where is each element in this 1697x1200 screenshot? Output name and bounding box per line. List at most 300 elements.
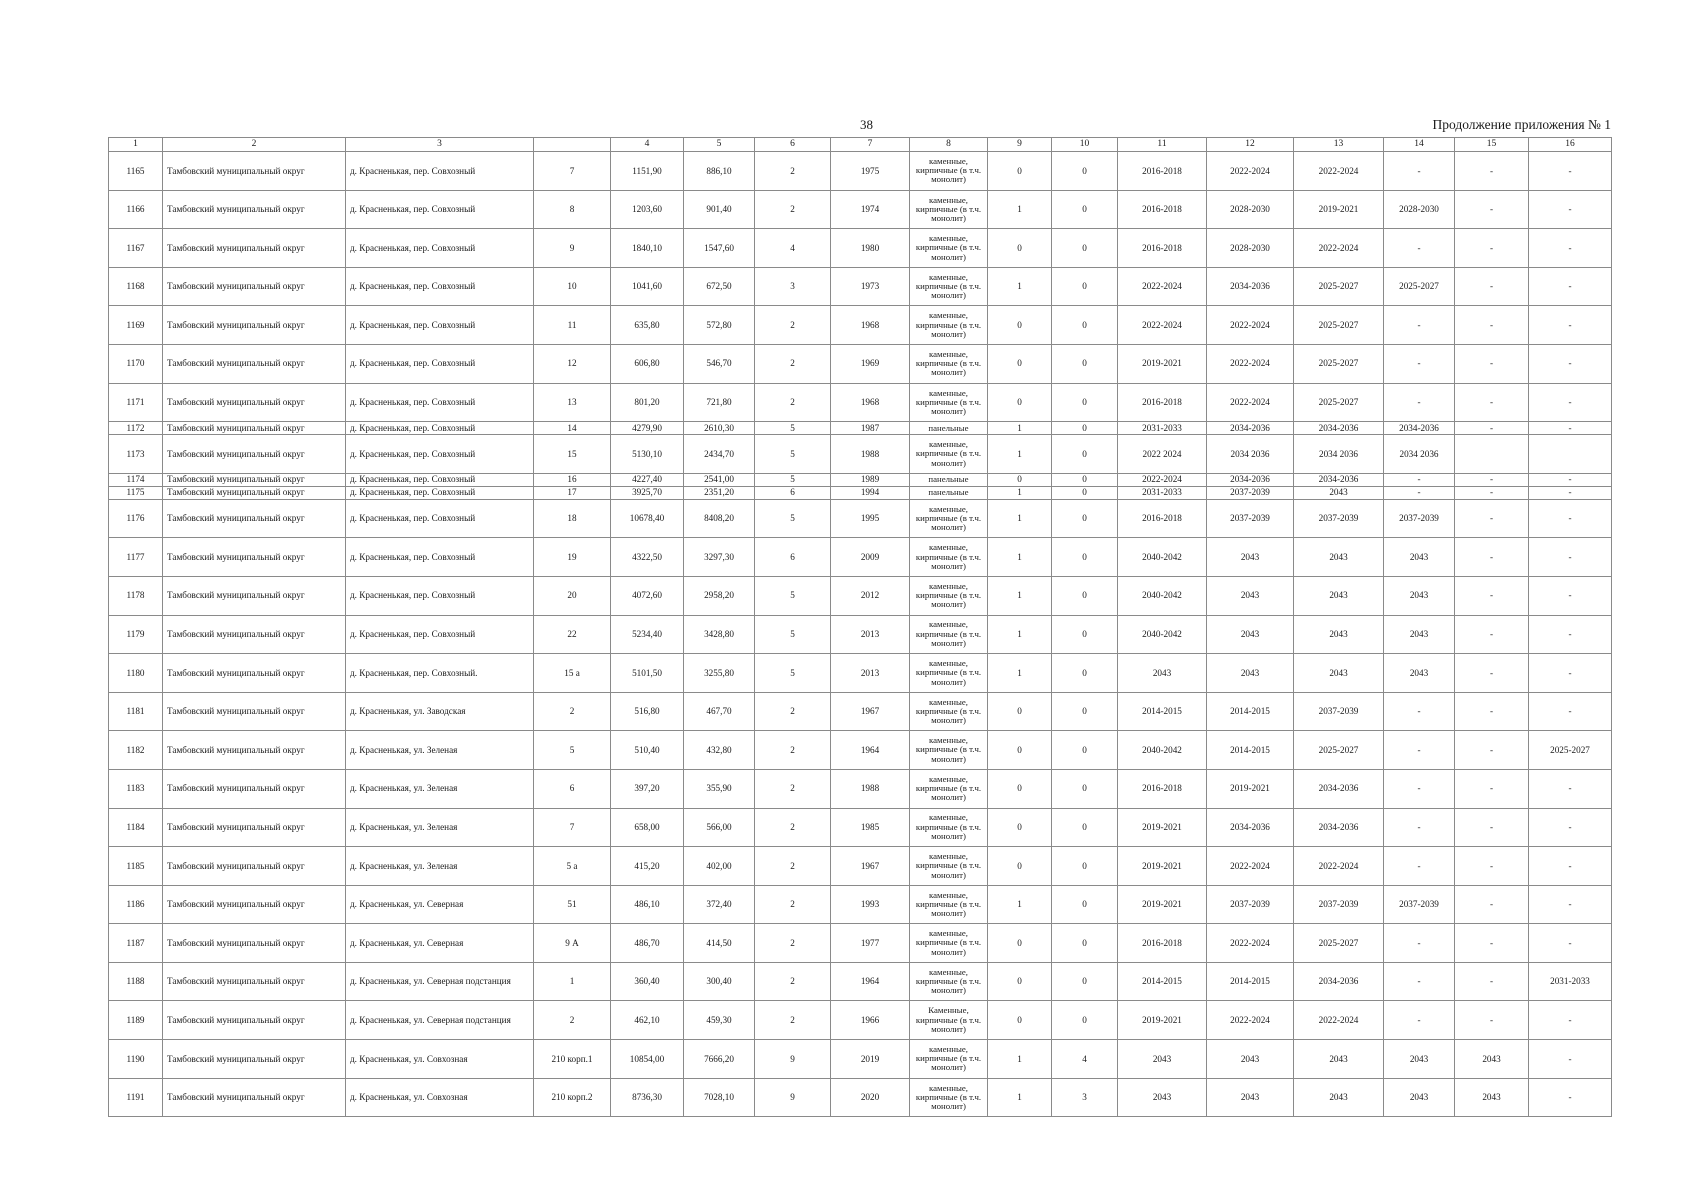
- table-cell: -: [1455, 847, 1529, 886]
- table-cell: 2034-2036: [1294, 769, 1384, 808]
- table-cell: 0: [988, 383, 1052, 422]
- table-cell: -: [1384, 306, 1455, 345]
- table-cell: Тамбовский муниципальный округ: [163, 344, 346, 383]
- table-cell: 0: [1052, 152, 1118, 191]
- table-cell: 2013: [831, 654, 910, 693]
- table-cell: 414,50: [684, 924, 755, 963]
- table-cell: 0: [988, 152, 1052, 191]
- table-cell: 6: [755, 538, 831, 577]
- table-row: [109, 190, 1612, 229]
- table-cell: 14: [534, 422, 611, 435]
- table-cell: 2034 2036: [1207, 435, 1294, 474]
- table-cell: д. Красненькая, пер. Совхозный: [346, 499, 534, 538]
- table-cell: 3925,70: [611, 486, 684, 499]
- table-cell: 15: [534, 435, 611, 474]
- table-cell: 2040-2042: [1118, 576, 1207, 615]
- table-cell: Тамбовский муниципальный округ: [163, 924, 346, 963]
- table-cell: 0: [1052, 486, 1118, 499]
- table-row: [109, 538, 1612, 577]
- table-cell: 2351,20: [684, 486, 755, 499]
- table-cell: 2037-2039: [1294, 499, 1384, 538]
- table-cell: 3: [1052, 1078, 1118, 1117]
- table-cell: 10: [534, 267, 611, 306]
- table-cell: Тамбовский муниципальный округ: [163, 422, 346, 435]
- table-cell: 2: [755, 808, 831, 847]
- table-cell: 2043: [1207, 615, 1294, 654]
- table-cell: 2037-2039: [1207, 885, 1294, 924]
- table-cell: 2034 2036: [1294, 435, 1384, 474]
- table-cell: 8736,30: [611, 1078, 684, 1117]
- table-cell: 5: [755, 422, 831, 435]
- table-row: [109, 769, 1612, 808]
- table-cell: 0: [1052, 924, 1118, 963]
- table-cell: 2022-2024: [1118, 473, 1207, 486]
- table-cell: 1987: [831, 422, 910, 435]
- table-cell: каменные, кирпичные (в т.ч. монолит): [910, 654, 988, 693]
- table-cell: 2022-2024: [1207, 152, 1294, 191]
- table-cell: 2043: [1384, 1040, 1455, 1079]
- table-cell: 2022-2024: [1294, 1001, 1384, 1040]
- table-cell: 2022-2024: [1207, 924, 1294, 963]
- table-cell: 2016-2018: [1118, 499, 1207, 538]
- table-cell: Тамбовский муниципальный округ: [163, 576, 346, 615]
- table-cell: 1547,60: [684, 229, 755, 268]
- column-header-9: 9: [988, 138, 1052, 152]
- table-cell: -: [1384, 808, 1455, 847]
- table-cell: 0: [1052, 538, 1118, 577]
- table-cell: 210 корп.1: [534, 1040, 611, 1079]
- table-cell: 516,80: [611, 692, 684, 731]
- table-cell: -: [1455, 344, 1529, 383]
- table-cell: -: [1455, 808, 1529, 847]
- table-cell: д. Красненькая, ул. Зеленая: [346, 808, 534, 847]
- table-cell: 2034-2036: [1207, 808, 1294, 847]
- table-cell: 566,00: [684, 808, 755, 847]
- table-cell: 0: [988, 229, 1052, 268]
- table-cell: 1840,10: [611, 229, 684, 268]
- table-row: [109, 731, 1612, 770]
- table-cell: 2019-2021: [1118, 344, 1207, 383]
- table-cell: 2016-2018: [1118, 924, 1207, 963]
- table-cell: 2: [755, 692, 831, 731]
- table-cell: 2034-2036: [1294, 422, 1384, 435]
- table-cell: -: [1455, 615, 1529, 654]
- table-row: [109, 499, 1612, 538]
- table-cell: -: [1455, 229, 1529, 268]
- table-cell: 459,30: [684, 1001, 755, 1040]
- table-cell: 1151,90: [611, 152, 684, 191]
- table-cell: 2034-2036: [1207, 422, 1294, 435]
- table-cell: 2022-2024: [1118, 306, 1207, 345]
- table-cell: 1973: [831, 267, 910, 306]
- table-cell: каменные, кирпичные (в т.ч. монолит): [910, 152, 988, 191]
- table-cell: 2: [755, 885, 831, 924]
- table-cell: каменные, кирпичные (в т.ч. монолит): [910, 306, 988, 345]
- table-cell: 1: [988, 267, 1052, 306]
- table-cell: 5234,40: [611, 615, 684, 654]
- table-cell: 1173: [109, 435, 163, 474]
- table-row: [109, 1040, 1612, 1079]
- table-cell: -: [1529, 486, 1612, 499]
- table-cell: Тамбовский муниципальный округ: [163, 435, 346, 474]
- table-cell: 2037-2039: [1294, 692, 1384, 731]
- table-cell: 0: [1052, 267, 1118, 306]
- table-cell: 3255,80: [684, 654, 755, 693]
- table-cell: 1995: [831, 499, 910, 538]
- table-cell: 1182: [109, 731, 163, 770]
- table-cell: 2025-2027: [1294, 267, 1384, 306]
- table-cell: 355,90: [684, 769, 755, 808]
- table-cell: -: [1529, 499, 1612, 538]
- table-cell: 2028-2030: [1384, 190, 1455, 229]
- table-cell: 7: [534, 808, 611, 847]
- table-cell: 2037-2039: [1384, 885, 1455, 924]
- table-cell: 1185: [109, 847, 163, 886]
- table-cell: 1171: [109, 383, 163, 422]
- table-cell: -: [1529, 808, 1612, 847]
- table-header: [109, 138, 1612, 152]
- table-cell: 0: [988, 731, 1052, 770]
- table-cell: [1455, 435, 1529, 474]
- table-cell: 5 а: [534, 847, 611, 886]
- table-cell: 2043: [1294, 486, 1384, 499]
- table-cell: 1190: [109, 1040, 163, 1079]
- table-cell: 0: [1052, 499, 1118, 538]
- table-cell: 2025-2027: [1384, 267, 1455, 306]
- table-cell: 0: [988, 847, 1052, 886]
- table-cell: 3: [755, 267, 831, 306]
- table-cell: 0: [1052, 576, 1118, 615]
- table-row: [109, 435, 1612, 474]
- table-cell: 0: [988, 769, 1052, 808]
- table-cell: 2043: [1294, 1040, 1384, 1079]
- table-cell: каменные, кирпичные (в т.ч. монолит): [910, 435, 988, 474]
- table-cell: 2040-2042: [1118, 538, 1207, 577]
- table-cell: -: [1529, 769, 1612, 808]
- table-cell: 1967: [831, 692, 910, 731]
- table-cell: д. Красненькая, ул. Северная: [346, 885, 534, 924]
- table-cell: каменные, кирпичные (в т.ч. монолит): [910, 383, 988, 422]
- table-cell: д. Красненькая, ул. Совхозная: [346, 1040, 534, 1079]
- table-cell: -: [1529, 1040, 1612, 1079]
- table-cell: Тамбовский муниципальный округ: [163, 1078, 346, 1117]
- table-cell: д. Красненькая, пер. Совхозный: [346, 383, 534, 422]
- table-cell: 2043: [1207, 1078, 1294, 1117]
- table-cell: -: [1529, 576, 1612, 615]
- table-cell: 1: [988, 1078, 1052, 1117]
- table-cell: 1985: [831, 808, 910, 847]
- table-cell: каменные, кирпичные (в т.ч. монолит): [910, 267, 988, 306]
- table-cell: 1: [988, 486, 1052, 499]
- table-cell: 2043: [1455, 1040, 1529, 1079]
- column-header-2: 3: [346, 138, 534, 152]
- table-cell: 2: [755, 924, 831, 963]
- table-cell: Тамбовский муниципальный округ: [163, 486, 346, 499]
- table-cell: Тамбовский муниципальный округ: [163, 229, 346, 268]
- table-cell: 5: [755, 654, 831, 693]
- table-cell: 5130,10: [611, 435, 684, 474]
- table-cell: 2022-2024: [1294, 152, 1384, 191]
- table-cell: Тамбовский муниципальный округ: [163, 190, 346, 229]
- table-cell: 0: [988, 473, 1052, 486]
- column-header-6: 6: [755, 138, 831, 152]
- table-cell: Тамбовский муниципальный округ: [163, 306, 346, 345]
- table-cell: 4072,60: [611, 576, 684, 615]
- table-cell: 12: [534, 344, 611, 383]
- table-cell: каменные, кирпичные (в т.ч. монолит): [910, 731, 988, 770]
- table-cell: 2: [755, 962, 831, 1001]
- table-cell: 4322,50: [611, 538, 684, 577]
- table-cell: 2043: [1384, 576, 1455, 615]
- table-cell: 1187: [109, 924, 163, 963]
- table-cell: 2016-2018: [1118, 190, 1207, 229]
- table-cell: 1169: [109, 306, 163, 345]
- table-cell: 2043: [1384, 615, 1455, 654]
- table-cell: 5: [755, 499, 831, 538]
- table-cell: 658,00: [611, 808, 684, 847]
- table-cell: 20: [534, 576, 611, 615]
- table-cell: 1969: [831, 344, 910, 383]
- table-cell: 1166: [109, 190, 163, 229]
- table-cell: 2022 2024: [1118, 435, 1207, 474]
- table-cell: -: [1529, 654, 1612, 693]
- table-body: [109, 152, 1612, 1117]
- table-cell: 2037-2039: [1207, 486, 1294, 499]
- table-cell: 1966: [831, 1001, 910, 1040]
- table-cell: 0: [1052, 190, 1118, 229]
- table-cell: 1183: [109, 769, 163, 808]
- table-cell: 1186: [109, 885, 163, 924]
- table-cell: 2022-2024: [1207, 1001, 1294, 1040]
- table-cell: 486,10: [611, 885, 684, 924]
- table-cell: -: [1384, 769, 1455, 808]
- table-cell: 672,50: [684, 267, 755, 306]
- table-cell: 2037-2039: [1384, 499, 1455, 538]
- table-cell: 2016-2018: [1118, 152, 1207, 191]
- table-cell: 1: [988, 538, 1052, 577]
- table-cell: 7666,20: [684, 1040, 755, 1079]
- table-cell: -: [1455, 924, 1529, 963]
- table-cell: -: [1384, 486, 1455, 499]
- table-cell: 901,40: [684, 190, 755, 229]
- table-cell: -: [1455, 473, 1529, 486]
- table-cell: 1191: [109, 1078, 163, 1117]
- column-header-15: 15: [1455, 138, 1529, 152]
- table-cell: Тамбовский муниципальный округ: [163, 1001, 346, 1040]
- table-row: [109, 229, 1612, 268]
- table-cell: д. Красненькая, пер. Совхозный: [346, 422, 534, 435]
- table-cell: 300,40: [684, 962, 755, 1001]
- table-cell: 4: [755, 229, 831, 268]
- table-cell: Тамбовский муниципальный округ: [163, 1040, 346, 1079]
- table-cell: -: [1529, 538, 1612, 577]
- table-cell: д. Красненькая, ул. Зеленая: [346, 847, 534, 886]
- table-cell: -: [1455, 576, 1529, 615]
- table-cell: 8408,20: [684, 499, 755, 538]
- table-cell: 2043: [1294, 576, 1384, 615]
- table-cell: каменные, кирпичные (в т.ч. монолит): [910, 962, 988, 1001]
- table-cell: 0: [1052, 847, 1118, 886]
- table-row: [109, 962, 1612, 1001]
- table-cell: 2025-2027: [1529, 731, 1612, 770]
- table-cell: 2610,30: [684, 422, 755, 435]
- table-cell: д. Красненькая, пер. Совхозный: [346, 152, 534, 191]
- table-cell: -: [1455, 152, 1529, 191]
- table-cell: 2012: [831, 576, 910, 615]
- table-cell: каменные, кирпичные (в т.ч. монолит): [910, 190, 988, 229]
- table-cell: каменные, кирпичные (в т.ч. монолит): [910, 692, 988, 731]
- table-cell: 1041,60: [611, 267, 684, 306]
- table-cell: -: [1529, 383, 1612, 422]
- table-cell: 1989: [831, 473, 910, 486]
- table-cell: -: [1529, 1001, 1612, 1040]
- table-cell: -: [1529, 615, 1612, 654]
- table-cell: -: [1529, 692, 1612, 731]
- table-cell: -: [1455, 731, 1529, 770]
- table-cell: д. Красненькая, пер. Совхозный: [346, 538, 534, 577]
- table-cell: 1993: [831, 885, 910, 924]
- table-cell: 1: [988, 654, 1052, 693]
- table-cell: панельные: [910, 422, 988, 435]
- table-cell: 2016-2018: [1118, 769, 1207, 808]
- table-cell: 2043: [1207, 1040, 1294, 1079]
- table-cell: 2: [755, 344, 831, 383]
- table-cell: Тамбовский муниципальный округ: [163, 731, 346, 770]
- table-cell: 2031-2033: [1529, 962, 1612, 1001]
- table-cell: 2: [755, 383, 831, 422]
- column-header-3: [534, 138, 611, 152]
- table-cell: 2043: [1294, 538, 1384, 577]
- table-cell: 2019-2021: [1118, 808, 1207, 847]
- table-cell: 415,20: [611, 847, 684, 886]
- table-cell: -: [1529, 190, 1612, 229]
- table-cell: 2958,20: [684, 576, 755, 615]
- table-cell: 510,40: [611, 731, 684, 770]
- table-cell: 2043: [1207, 538, 1294, 577]
- table-cell: 6: [755, 486, 831, 499]
- table-cell: 397,20: [611, 769, 684, 808]
- table-cell: Тамбовский муниципальный округ: [163, 654, 346, 693]
- table-cell: 2016-2018: [1118, 229, 1207, 268]
- table-cell: 0: [1052, 1001, 1118, 1040]
- table-cell: 2022-2024: [1207, 306, 1294, 345]
- table-cell: 2014-2015: [1118, 962, 1207, 1001]
- table-cell: 1988: [831, 435, 910, 474]
- table-cell: 801,20: [611, 383, 684, 422]
- table-cell: 2034-2036: [1294, 473, 1384, 486]
- table-cell: 1: [988, 885, 1052, 924]
- table-cell: 2016-2018: [1118, 383, 1207, 422]
- table-cell: д. Красненькая, ул. Зеленая: [346, 769, 534, 808]
- table-cell: -: [1384, 924, 1455, 963]
- table-cell: 2043: [1118, 1078, 1207, 1117]
- table-cell: Тамбовский муниципальный округ: [163, 769, 346, 808]
- table-cell: Тамбовский муниципальный округ: [163, 885, 346, 924]
- table-cell: 5101,50: [611, 654, 684, 693]
- table-cell: 1184: [109, 808, 163, 847]
- table-cell: 5: [755, 473, 831, 486]
- table-row: [109, 152, 1612, 191]
- table-cell: 9: [755, 1078, 831, 1117]
- page-number: 38: [860, 117, 873, 132]
- table-cell: Тамбовский муниципальный округ: [163, 538, 346, 577]
- table-cell: 1: [988, 1040, 1052, 1079]
- table-cell: 467,70: [684, 692, 755, 731]
- table-cell: 1968: [831, 306, 910, 345]
- table-cell: 546,70: [684, 344, 755, 383]
- table-cell: 2541,00: [684, 473, 755, 486]
- table-cell: 1180: [109, 654, 163, 693]
- table-cell: 0: [988, 808, 1052, 847]
- table-cell: 9: [755, 1040, 831, 1079]
- table-cell: 0: [1052, 435, 1118, 474]
- table-row: [109, 576, 1612, 615]
- table-cell: 9 А: [534, 924, 611, 963]
- table-cell: 1964: [831, 731, 910, 770]
- table-cell: 2: [755, 847, 831, 886]
- table-cell: 4: [1052, 1040, 1118, 1079]
- table-cell: 2013: [831, 615, 910, 654]
- table-row: [109, 422, 1612, 435]
- table-row: [109, 473, 1612, 486]
- column-header-1: 2: [163, 138, 346, 152]
- table-cell: 2043: [1207, 654, 1294, 693]
- table-cell: 19: [534, 538, 611, 577]
- table-cell: 22: [534, 615, 611, 654]
- table-cell: 2040-2042: [1118, 731, 1207, 770]
- table-cell: -: [1455, 486, 1529, 499]
- table-cell: д. Красненькая, ул. Зеленая: [346, 731, 534, 770]
- table-cell: -: [1529, 267, 1612, 306]
- table-cell: 2034-2036: [1384, 422, 1455, 435]
- table-cell: панельные: [910, 486, 988, 499]
- table-cell: 1188: [109, 962, 163, 1001]
- table-cell: 0: [1052, 692, 1118, 731]
- table-cell: 1181: [109, 692, 163, 731]
- table-cell: 2028-2030: [1207, 229, 1294, 268]
- column-header-10: 10: [1052, 138, 1118, 152]
- table-cell: 2043: [1384, 1078, 1455, 1117]
- column-header-16: 16: [1529, 138, 1612, 152]
- table-cell: [1529, 435, 1612, 474]
- table-cell: 0: [1052, 808, 1118, 847]
- table-cell: -: [1529, 885, 1612, 924]
- table-cell: 5: [534, 731, 611, 770]
- table-cell: -: [1384, 229, 1455, 268]
- table-cell: -: [1529, 473, 1612, 486]
- table-row: [109, 383, 1612, 422]
- table-cell: 3297,30: [684, 538, 755, 577]
- table-cell: 2019-2021: [1207, 769, 1294, 808]
- table-cell: 1203,60: [611, 190, 684, 229]
- table-cell: 4227,40: [611, 473, 684, 486]
- table-cell: д. Красненькая, пер. Совхозный: [346, 486, 534, 499]
- table-cell: 6: [534, 769, 611, 808]
- table-cell: д. Красненькая, пер. Совхозный: [346, 435, 534, 474]
- table-cell: 1: [988, 190, 1052, 229]
- table-cell: д. Красненькая, пер. Совхозный: [346, 344, 534, 383]
- table-cell: 2028-2030: [1207, 190, 1294, 229]
- table-cell: 8: [534, 190, 611, 229]
- table-cell: 5: [755, 576, 831, 615]
- table-cell: 2043: [1455, 1078, 1529, 1117]
- table-cell: 0: [1052, 885, 1118, 924]
- table-cell: -: [1455, 422, 1529, 435]
- table-cell: 0: [988, 1001, 1052, 1040]
- table-cell: 1176: [109, 499, 163, 538]
- table-cell: панельные: [910, 473, 988, 486]
- table-cell: 2043: [1294, 654, 1384, 693]
